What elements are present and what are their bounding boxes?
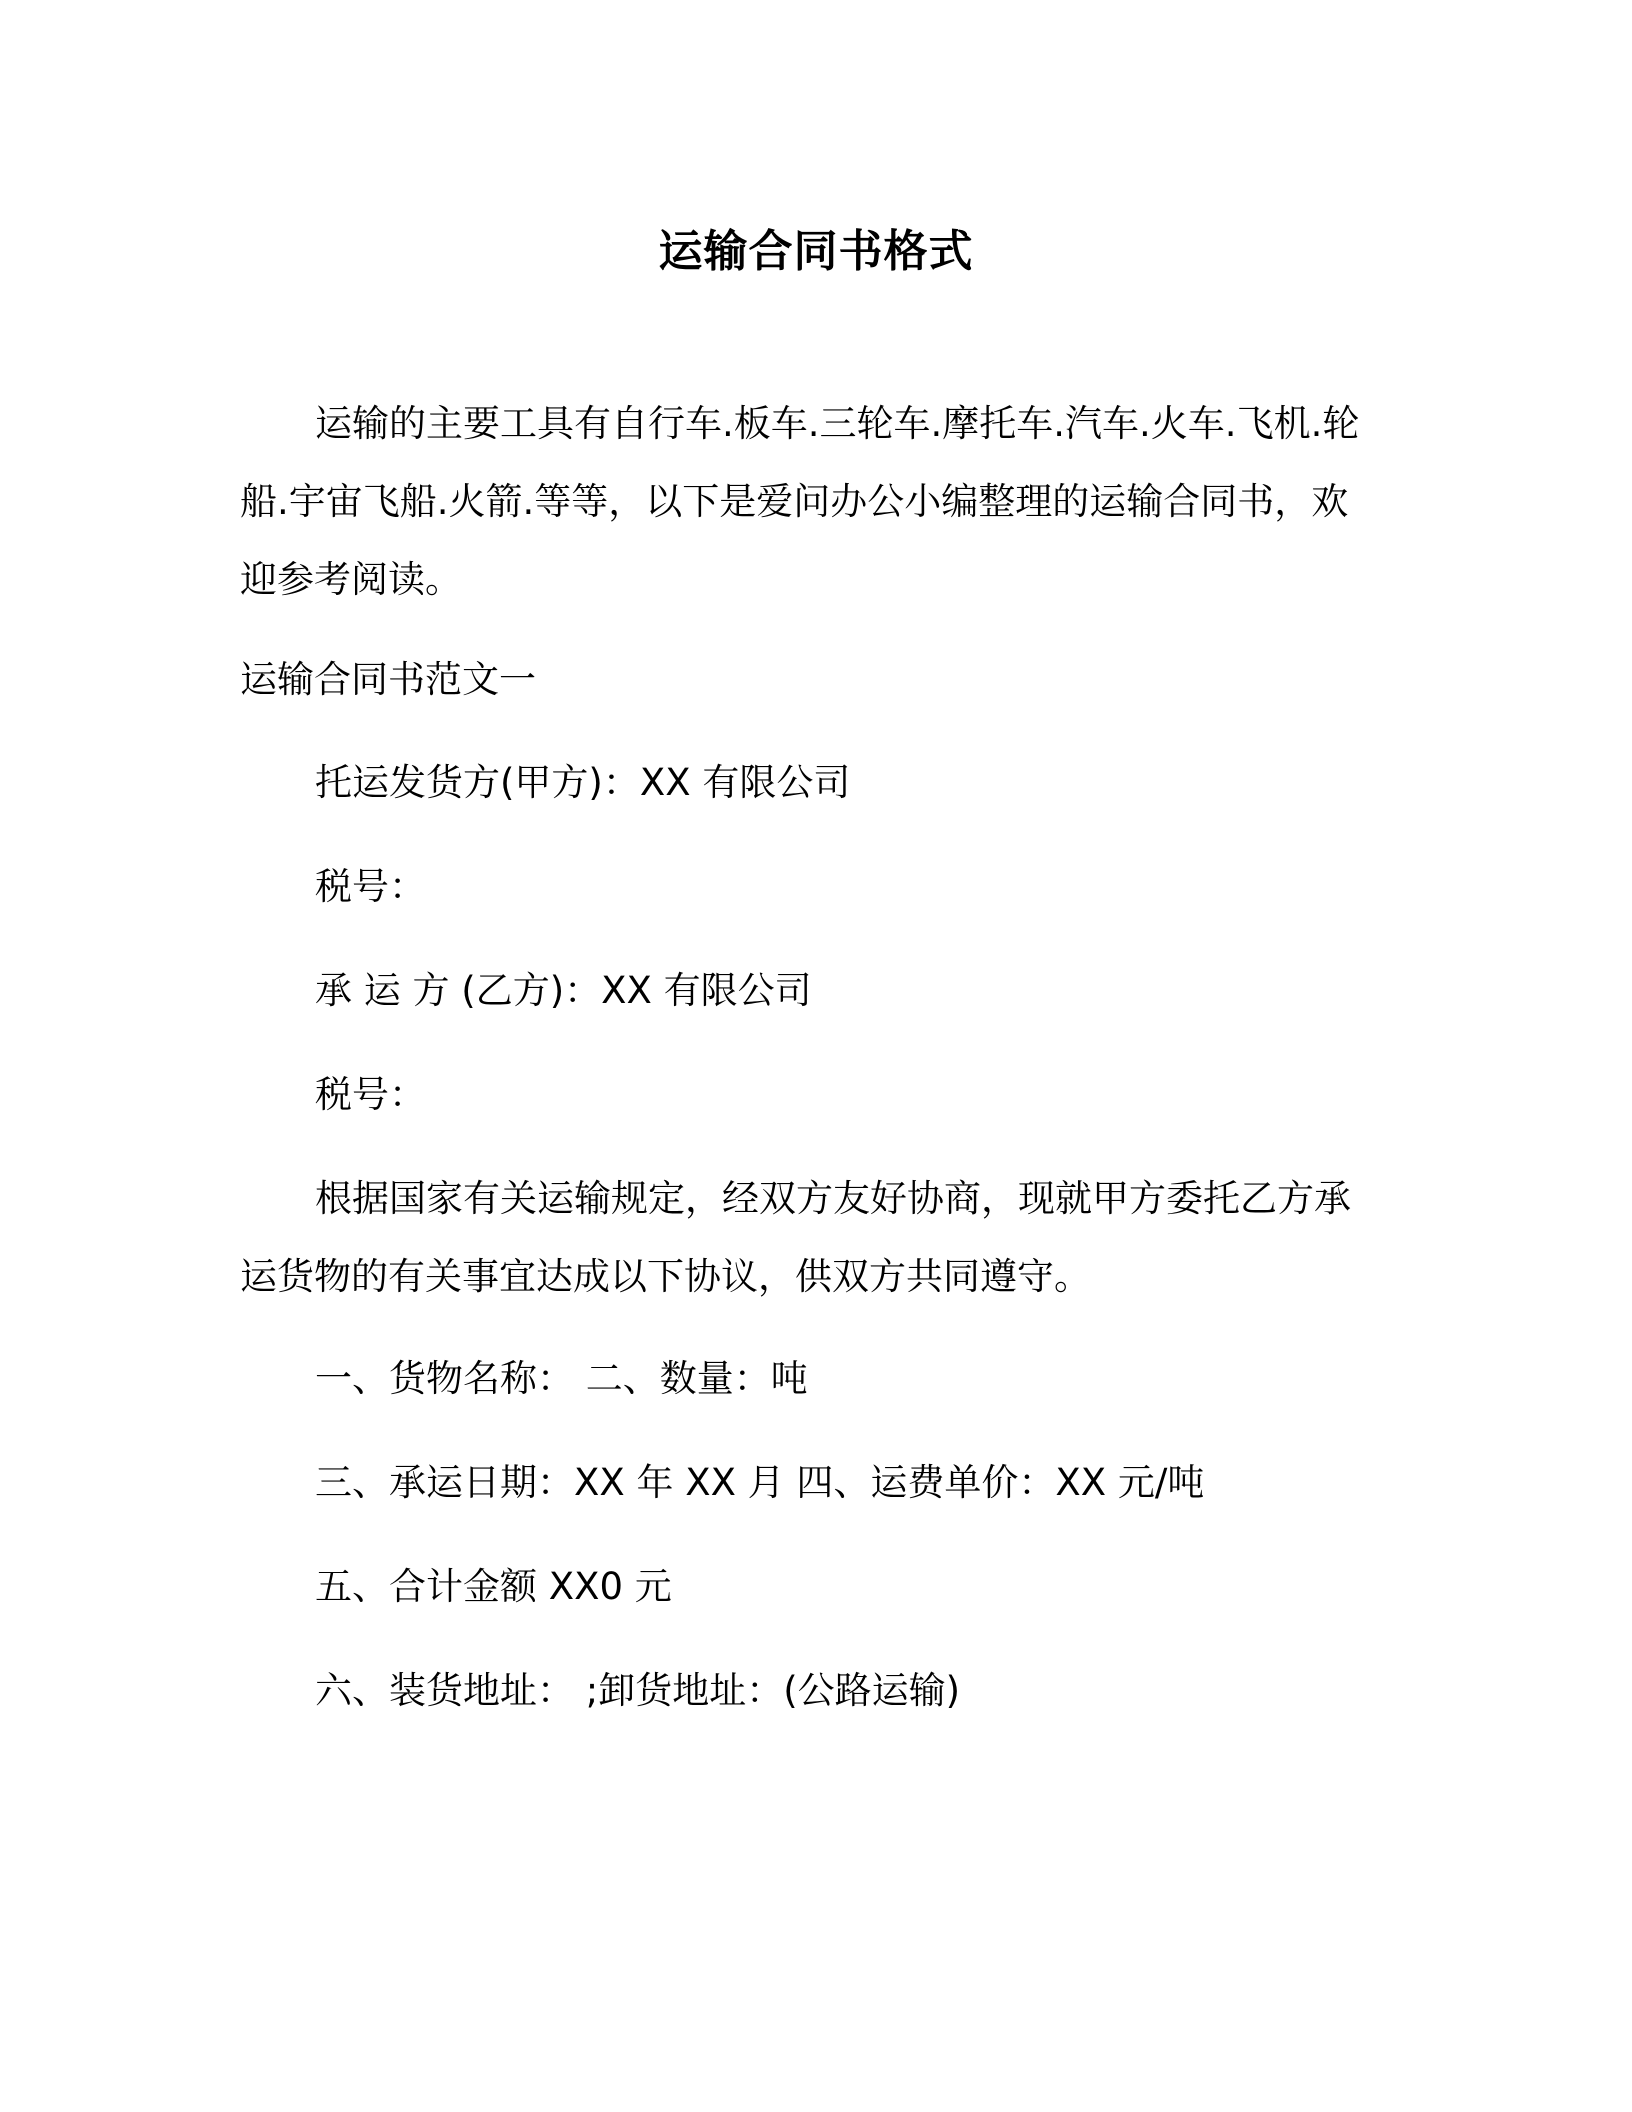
party-a-line: 托运发货方(甲方)：XX 有限公司 (315, 761, 851, 804)
agreement-line-2: 运货物的有关事宜达成以下协议，供双方共同遵守。 (240, 1255, 1091, 1298)
clause-addresses: 六、装货地址： ;卸货地址：(公路运输) (315, 1669, 961, 1712)
clause-total-amount: 五、合计金额 XX0 元 (315, 1565, 672, 1608)
clause-goods-quantity: 一、货物名称： 二、数量：吨 (315, 1357, 808, 1400)
tax-number-a: 税号： (315, 865, 426, 908)
agreement-paragraph (240, 1160, 1360, 1316)
intro-line-3: 迎参考阅读。 (240, 558, 462, 601)
document-title: 运输合同书格式 (658, 226, 974, 277)
section-heading: 运输合同书范文一 (240, 658, 536, 701)
intro-paragraph (240, 385, 1360, 619)
intro-line-2: 船.宇宙飞船.火箭.等等，以下是爱问办公小编整理的运输合同书，欢 (240, 480, 1349, 523)
intro-line-1: 运输的主要工具有自行车.板车.三轮车.摩托车.汽车.火车.飞机.轮 (315, 402, 1360, 445)
clause-date-unit-price: 三、承运日期：XX 年 XX 月 四、运费单价：XX 元/吨 (315, 1461, 1205, 1504)
party-b-line: 承 运 方 (乙方)：XX 有限公司 (315, 969, 812, 1012)
agreement-line-1: 根据国家有关运输规定，经双方友好协商，现就甲方委托乙方承 (315, 1177, 1351, 1220)
tax-number-b: 税号： (315, 1073, 426, 1116)
